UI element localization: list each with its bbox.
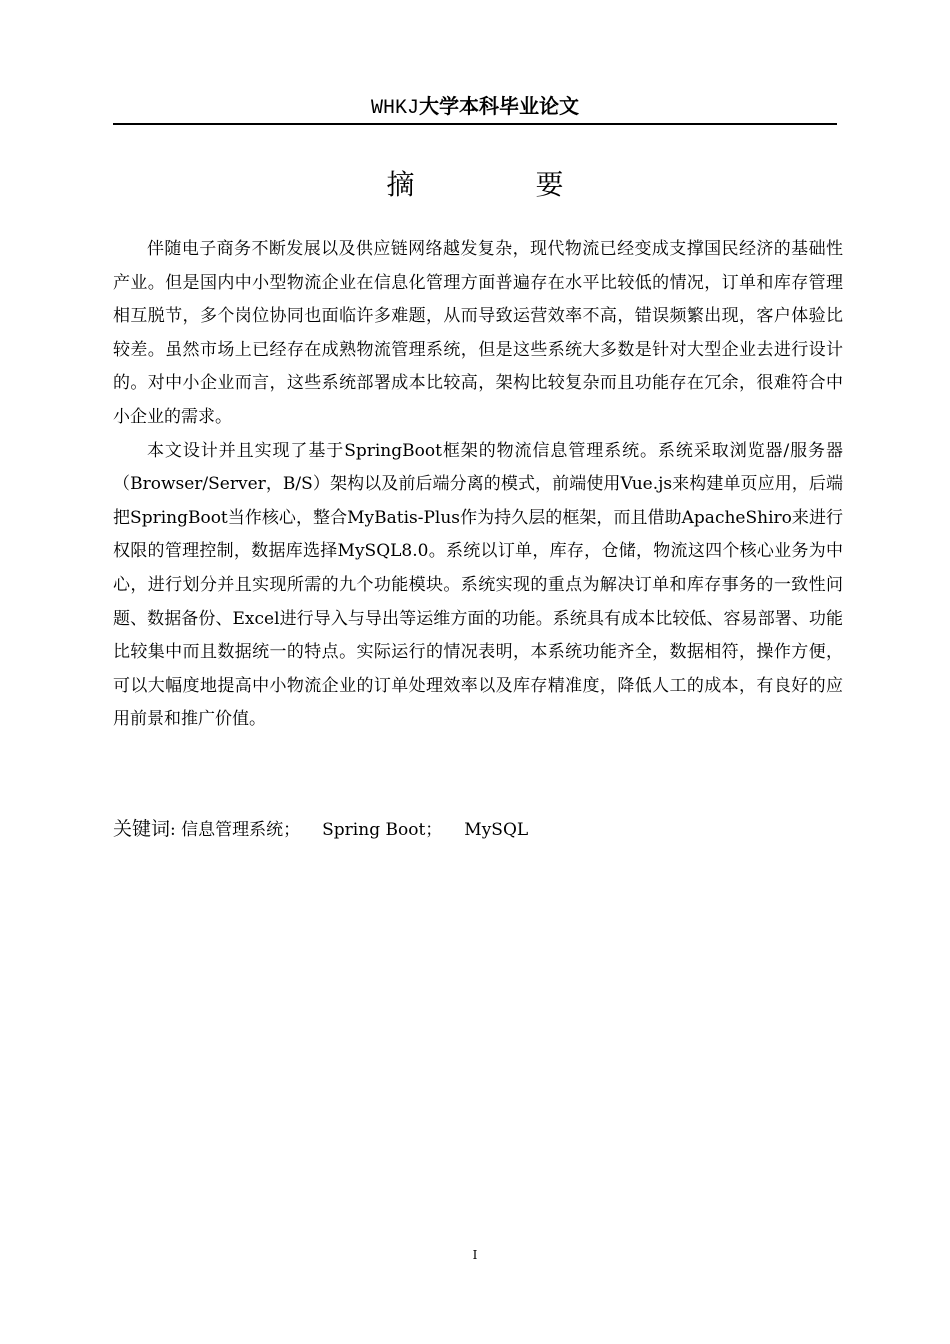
- keywords-label: 关键词: [113, 818, 171, 840]
- keyword-item: MySQL: [464, 820, 529, 840]
- keywords-line: [113, 813, 843, 846]
- abstract-paragraph-2: 本文设计并且实现了基于SpringBoot框架的物流信息管理系统。系统采取浏览器/服务器（Browser/Server，B/S）架构以及前后端分离的模式，前端使用Vue.js来构建单页应用，后端把SpringBoot当作核心，整合MyBatis-Plus作为持久层的框架，而且借助ApacheShiro来进行权限的管理控制，数据库选择MySQL8.0。系统以订单，库存，仓储，物流这四个核心业务为中心，进行划分并且实现所需的九个功能模块。系统实现的重点为解决订单和库存事务的一致性问题、数据备份、Excel进行导入与导出等运维方面的功能。系统具有成本比较低、容易部署、功能比较集中而且数据统一的特点。实际运行的情况表明，本系统功能齐全，数据相符，操作方便，可以大幅度地提高中小物流企业的订单处理效率以及库存精准度，降低人工的成本，有良好的应用前景和推广价值。: [113, 440, 843, 730]
- keywords-separator: :: [170, 820, 176, 840]
- page-number: I: [472, 1248, 478, 1262]
- abstract-title: 摘 要: [386, 168, 620, 201]
- abstract-paragraph-1: 伴随电子商务不断发展以及供应链网络越发复杂，现代物流已经变成支撑国民经济的基础性产业。但是国内中小型物流企业在信息化管理方面普遍存在水平比较低的情况，订单和库存管理相互脱节，多个岗位协同也面临许多难题，从而导致运营效率不高，错误频繁出现，客户体验比较差。虽然市场上已经存在成熟物流管理系统，但是这些系统大多数是针对大型企业去进行设计的。对中小企业而言，这些系统部署成本比较高，架构比较复杂而且功能存在冗余，很难符合中小企业的需求。: [113, 239, 843, 427]
- running-header: [113, 92, 837, 125]
- keyword-item: Spring Boot；: [322, 820, 443, 840]
- keyword-item: 信息管理系统；: [181, 820, 301, 840]
- header-document-kind: 大学本科毕业论文: [419, 94, 579, 118]
- header-institution: WHKJ: [370, 97, 419, 120]
- abstract-body: [113, 233, 843, 737]
